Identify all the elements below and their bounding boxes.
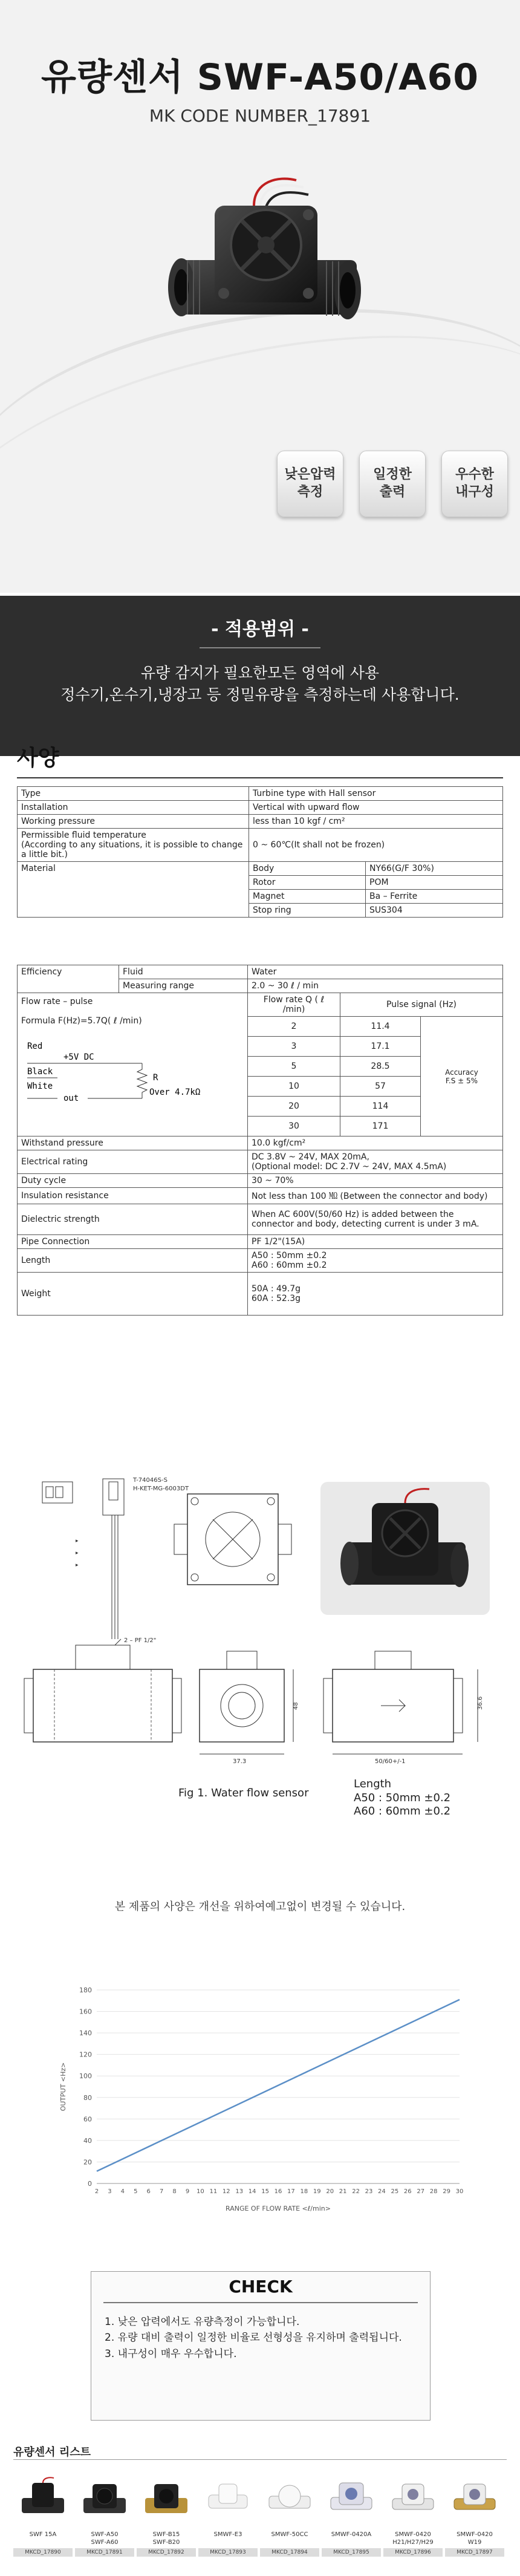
x-tick-label: 30 [455, 2188, 464, 2195]
x-tick-label: 24 [378, 2188, 386, 2195]
x-tick-label: 22 [352, 2188, 360, 2195]
y-tick-label: 80 [83, 2093, 92, 2102]
svg-text:36.6: 36.6 [477, 1696, 484, 1710]
check-item: 1. 낮은 압력에서도 유량측정이 가능합니다. [105, 2316, 300, 2328]
svg-text:White: White [27, 1081, 53, 1091]
y-axis-label: OUTPUT <Hz> [59, 2062, 67, 2111]
x-tick-label: 10 [197, 2188, 204, 2195]
spec-change-notice: 본 제품의 사양은 개선을 위하여예고없이 변경될 수 있습니다. [114, 1900, 406, 1913]
x-tick-label: 29 [443, 2188, 450, 2195]
x-tick-label: 17 [287, 2188, 295, 2195]
svg-text:▸: ▸ [76, 1562, 79, 1568]
y-tick-label: 120 [79, 2050, 92, 2059]
svg-text:+5V DC: +5V DC [63, 1052, 94, 1062]
x-tick-label: 21 [339, 2188, 347, 2195]
circuit-diagram [21, 1032, 203, 1117]
check-heading: CHECK [229, 2277, 293, 2297]
page-title: 유량센서 SWF-A50/A60 [41, 56, 479, 99]
y-tick-label: 140 [79, 2029, 92, 2038]
svg-text:A50 : 50mm ±0.2: A50 : 50mm ±0.2 [354, 1792, 451, 1804]
x-tick-label: 6 [146, 2188, 151, 2195]
technical-drawing [18, 1470, 502, 1833]
product-item-smwf-e3[interactable]: SMWF-E3 MKCD_17893 [198, 2465, 258, 2561]
svg-text:37.3: 37.3 [233, 1758, 247, 1765]
svg-text:R: R [153, 1073, 158, 1083]
product-item-swf-a50[interactable]: SWF-A50 SWF-A60 MKCD_17891 [75, 2465, 134, 2561]
spec-table-electrical: Efficiency Fluid Water Measuring range 2.0 ~ 30 ℓ / min Flow rate – pulse Formula F(Hz)=5.7Q( ℓ /min) Red +5V DC Black White out R Over 4.7kΩ Flow rate Q ( ℓ /min) Pulse signal (Hz) 2 11.4 Accuracy F.S ± 5% 3 17.1 5 28.5 10 57 20 114 30 171 Withstand pressure 10.0 kgf/cm² Electrical rating DC 3.8V ~ 24V, MAX 20mA, (Optional model: DC 2.7V ~ 24V, MAX 4.5mA) Duty cycle 30 ~ 70% Insulation resistance Not less than 100 ㏁ (Between the connector and body) Dielectric strength When AC 600V(50/60 Hz) is added between the connector and body, detecting current is under 3 mA. Pipe Connection PF 1/2"(15A) Length A50 : 50mm ±0.2 A60 : 60mm ±0.2 Weight 50A : 49.7g 60A : 52.3g [17, 965, 503, 1316]
svg-text:Black: Black [27, 1067, 53, 1077]
x-tick-label: 28 [429, 2188, 438, 2195]
x-tick-label: 14 [248, 2188, 256, 2195]
mk-code: MK CODE NUMBER_17891 [149, 106, 371, 126]
spec-table-general: Type Turbine type with Hall sensor Installation Vertical with upward flow Working pressure less than 10 kgf / cm² Permissible fluid temperature (According to any situations, it is possible to change a little bit.) 0 ~ 60℃(It shall not be frozen) Material Body NY66(G/F 30%) Rotor POM Magnet Ba – Ferrite Stop ring SUS304 [17, 786, 503, 918]
scope-text: 유량 감지가 필요한모든 영역에 사용 정수기,온수기,냉장고 등 정밀유량을 측정하는데 사용합니다. [60, 664, 460, 704]
y-tick-label: 20 [83, 2158, 92, 2167]
check-box [91, 2271, 431, 2421]
svg-text:48: 48 [293, 1702, 299, 1710]
x-tick-label: 7 [159, 2188, 164, 2195]
x-tick-label: 8 [172, 2188, 177, 2195]
scope-section [0, 596, 520, 756]
scope-heading: - 적용범위 - [211, 619, 309, 640]
y-tick-label: 100 [79, 2072, 92, 2081]
svg-text:▸: ▸ [76, 1538, 79, 1544]
feature-badge-durability: 우수한 내구성 [441, 451, 508, 517]
spec-heading: 사양 [17, 746, 59, 771]
x-tick-label: 20 [326, 2188, 334, 2195]
product-item-smwf-50cc[interactable]: SMWF-50CC MKCD_17894 [260, 2465, 319, 2561]
svg-text:50/60+/-1: 50/60+/-1 [375, 1758, 406, 1765]
y-tick-label: 40 [83, 2136, 92, 2145]
svg-text:H-KET-MG-6003DT: H-KET-MG-6003DT [133, 1485, 189, 1492]
x-tick-label: 15 [261, 2188, 269, 2195]
svg-text:▸: ▸ [76, 1550, 79, 1556]
output-chart [48, 1978, 472, 2226]
feature-badge-constant-output: 일정한 출력 [359, 451, 426, 517]
x-tick-label: 2 [94, 2188, 99, 2195]
y-tick-label: 0 [88, 2180, 92, 2188]
x-tick-label: 23 [365, 2188, 373, 2195]
x-tick-label: 5 [134, 2188, 138, 2195]
x-tick-label: 18 [300, 2188, 308, 2195]
x-tick-label: 12 [222, 2188, 230, 2195]
product-item-smwf-0420-w19[interactable]: SMWF-0420 W19 MKCD_17897 [445, 2465, 504, 2561]
x-tick-label: 11 [209, 2188, 218, 2195]
y-tick-label: 60 [83, 2115, 92, 2124]
figure-caption: Fig 1. Water flow sensor [178, 1787, 309, 1799]
svg-text:2 – PF 1/2": 2 – PF 1/2" [124, 1637, 157, 1644]
x-tick-label: 26 [403, 2188, 412, 2195]
x-tick-label: 9 [185, 2188, 190, 2195]
x-tick-label: 4 [120, 2188, 125, 2195]
check-item: 3. 내구성이 매우 우수합니다. [105, 2347, 237, 2360]
product-item-smwf-0420a[interactable]: SMWF-0420A MKCD_17895 [322, 2465, 381, 2561]
x-tick-label: 13 [235, 2188, 244, 2195]
svg-text:Length: Length [354, 1778, 392, 1790]
x-tick-label: 27 [417, 2188, 425, 2195]
series-line [97, 2000, 460, 2171]
x-tick-label: 3 [108, 2188, 112, 2195]
x-tick-label: 25 [391, 2188, 399, 2195]
svg-text:Red: Red [27, 1042, 43, 1051]
product-item-smwf-0420-h21[interactable]: SMWF-0420 H21/H27/H29 MKCD_17896 [383, 2465, 443, 2561]
svg-text:Over 4.7kΩ: Over 4.7kΩ [149, 1087, 201, 1097]
x-axis-label: RANGE OF FLOW RATE <ℓ/min> [226, 2205, 331, 2212]
product-item-swf-15a[interactable]: SWF 15A MKCD_17890 [13, 2465, 73, 2561]
sensor-product-image [163, 169, 363, 351]
product-list-heading: 유량센서 리스트 [13, 2446, 91, 2459]
y-tick-label: 160 [79, 2007, 92, 2016]
x-tick-label: 19 [313, 2188, 321, 2195]
y-tick-label: 180 [79, 1986, 92, 1994]
svg-text:out: out [63, 1094, 79, 1103]
svg-text:T-74046S-S: T-74046S-S [133, 1477, 167, 1484]
svg-text:A60 : 60mm ±0.2: A60 : 60mm ±0.2 [354, 1805, 451, 1818]
check-item: 2. 유량 대비 출력이 일정한 비율로 선형성을 유지하며 출력됩니다. [105, 2332, 402, 2344]
x-tick-label: 16 [274, 2188, 282, 2195]
feature-badge-low-pressure: 낮은압력 측정 [277, 451, 343, 517]
product-item-swf-b15[interactable]: SWF-B15 SWF-B20 MKCD_17892 [137, 2465, 196, 2561]
